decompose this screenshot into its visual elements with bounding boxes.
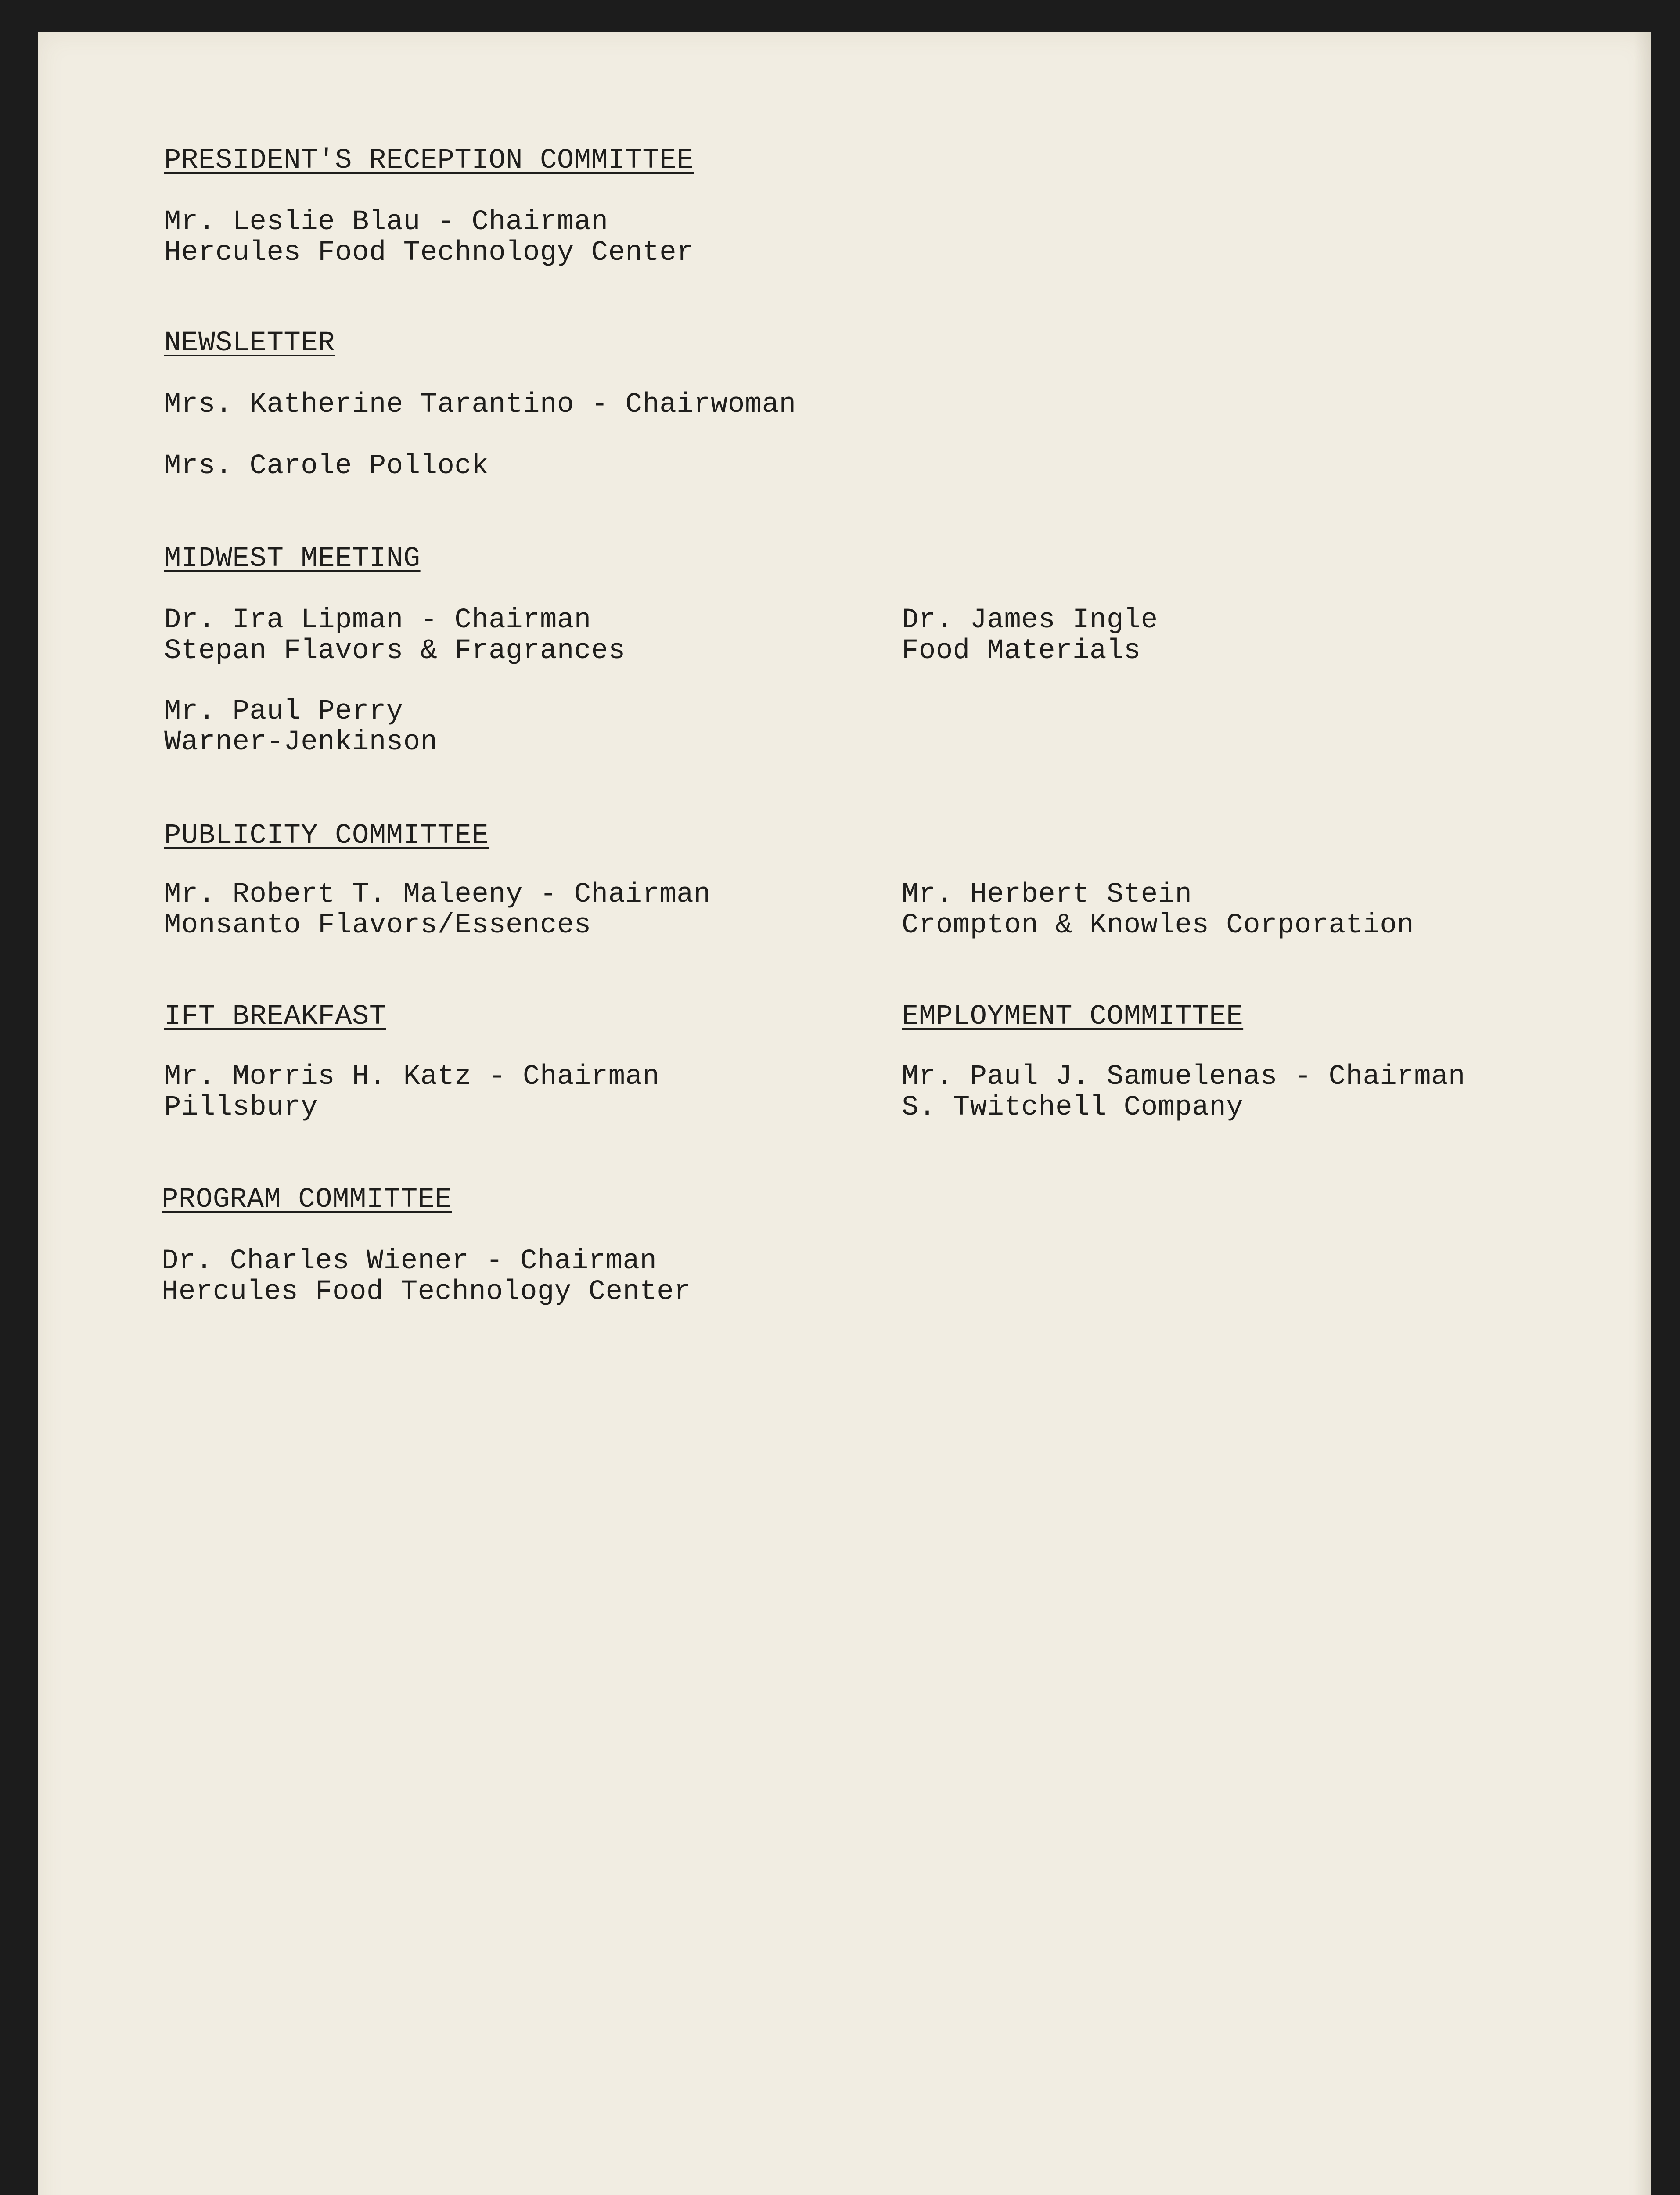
section-heading-newsletter: NEWSLETTER [164, 327, 335, 359]
member-name: Mrs. Katherine Tarantino - Chairwoman [164, 389, 796, 421]
document-page [38, 32, 1651, 2195]
section-heading-midwest-meeting: MIDWEST MEETING [164, 543, 421, 575]
member-organization: Hercules Food Technology Center [164, 237, 694, 269]
member-organization: Hercules Food Technology Center [162, 1276, 691, 1308]
member-name: Dr. Charles Wiener - Chairman [162, 1245, 657, 1277]
member-name: Mrs. Carole Pollock [164, 450, 489, 482]
member-name: Mr. Robert T. Maleeny - Chairman [164, 879, 711, 910]
member-name: Mr. Paul Perry [164, 696, 403, 727]
member-name: Mr. Leslie Blau - Chairman [164, 206, 608, 238]
section-heading-ift-breakfast: IFT BREAKFAST [164, 1001, 386, 1033]
member-organization: S. Twitchell Company [902, 1092, 1244, 1123]
section-heading-presidents-reception: PRESIDENT'S RECEPTION COMMITTEE [164, 145, 694, 176]
section-heading-publicity: PUBLICITY COMMITTEE [164, 820, 489, 852]
member-organization: Crompton & Knowles Corporation [902, 910, 1414, 941]
member-name: Mr. Herbert Stein [902, 879, 1192, 910]
member-organization: Warner-Jenkinson [164, 727, 438, 758]
member-name: Mr. Morris H. Katz - Chairman [164, 1061, 660, 1093]
member-name: Dr. Ira Lipman - Chairman [164, 605, 591, 636]
member-organization: Stepan Flavors & Fragrances [164, 635, 626, 667]
section-heading-program: PROGRAM COMMITTEE [162, 1184, 452, 1216]
member-name: Mr. Paul J. Samuelenas - Chairman [902, 1061, 1465, 1093]
member-organization: Food Materials [902, 635, 1141, 667]
member-name: Dr. James Ingle [902, 605, 1158, 636]
member-organization: Pillsbury [164, 1092, 318, 1123]
section-heading-employment: EMPLOYMENT COMMITTEE [902, 1001, 1244, 1033]
member-organization: Monsanto Flavors/Essences [164, 910, 591, 941]
